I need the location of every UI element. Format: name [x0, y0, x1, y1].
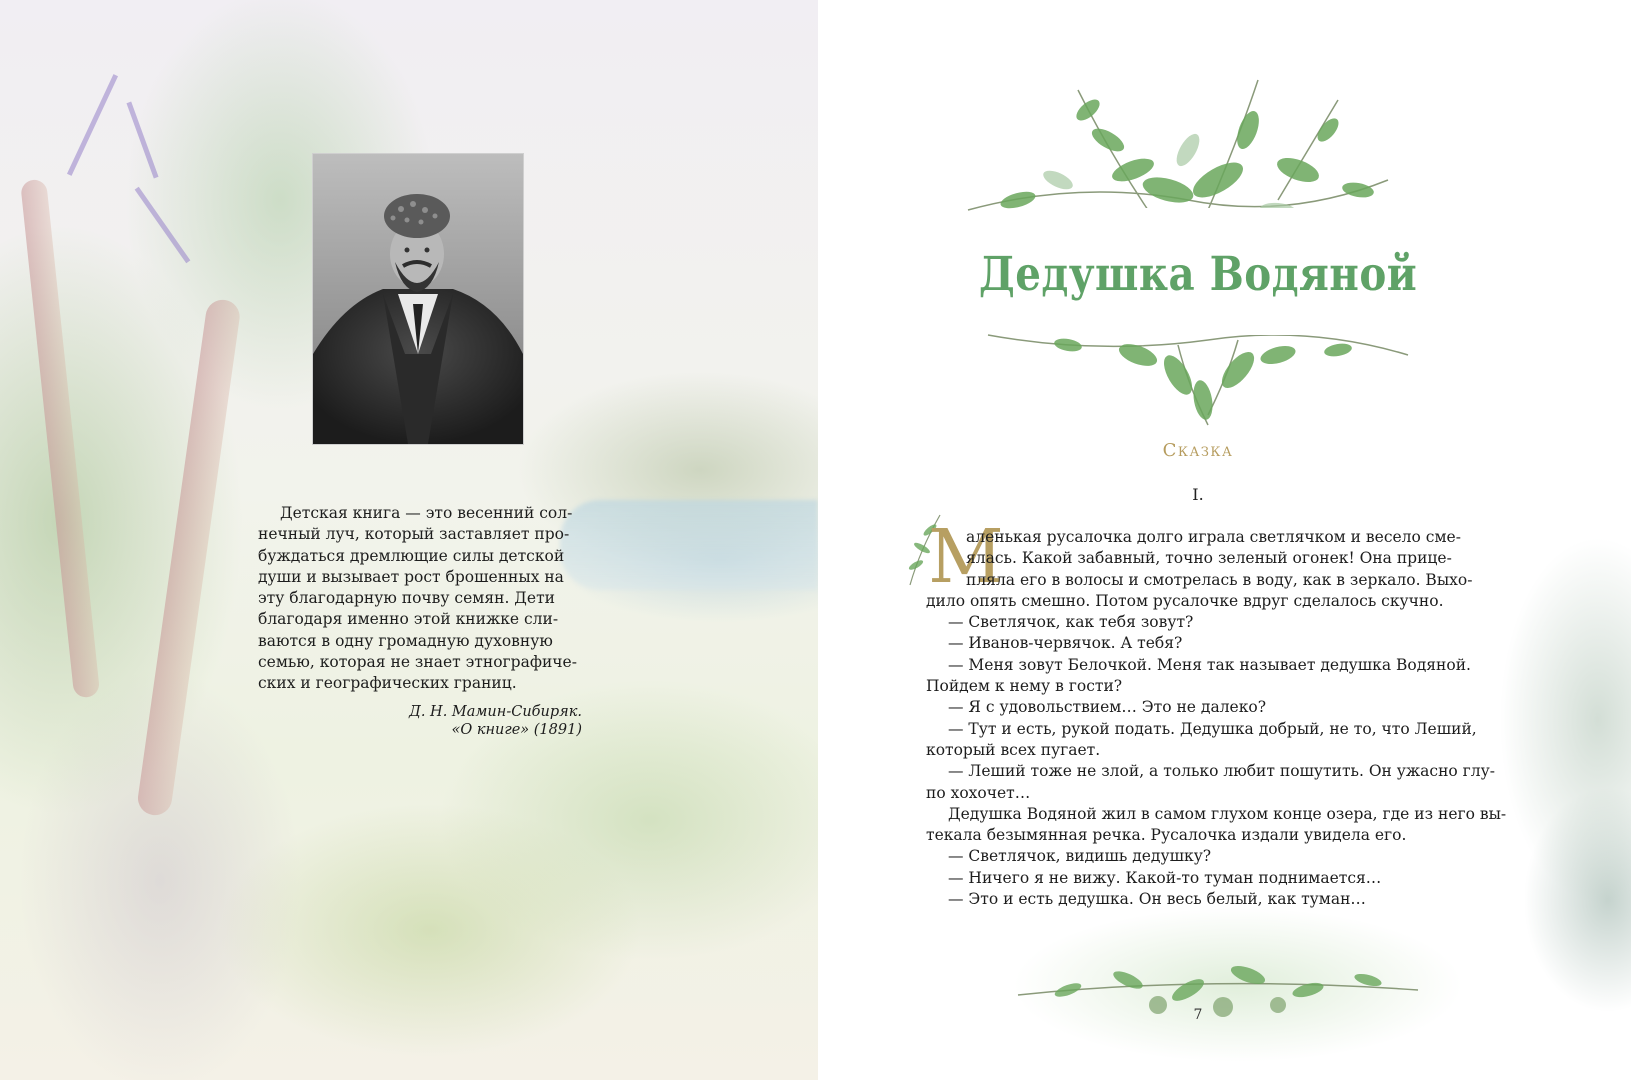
text-line: — Леший тоже не злой, а только любит пошутить. Он ужасно глу-: [948, 762, 1496, 781]
quote-line: ваются в одну громадную духовную: [258, 631, 553, 650]
quote-line: буждаться дремлющие силы детской: [258, 546, 565, 565]
text-line: — Меня зовут Белочкой. Меня так называет дедушка Водяной.: [948, 655, 1471, 674]
text-line: — Иванов-червячок. А тебя?: [948, 634, 1183, 653]
leaf-garland-top: [958, 70, 1398, 240]
quote-line: эту благодарную почву семян. Дети: [258, 589, 555, 608]
right-page: [818, 0, 1631, 1080]
text-line: — Тут и есть, рукой подать. Дедушка добрый, не то, что Леший,: [948, 719, 1477, 738]
text-line: — Светлячок, как тебя зовут?: [948, 613, 1194, 632]
text-line: — Ничего я не вижу. Какой-то туман поднимается…: [948, 868, 1382, 887]
text-line: дило опять смешно. Потом русалочке вдруг сделалось скучно.: [926, 591, 1444, 610]
text-line: который всех пугает.: [926, 740, 1101, 759]
text-line: Пойдем к нему в гости?: [926, 677, 1123, 696]
story-title: Дедушка Водяной: [978, 247, 1418, 302]
watercolor-branch: [67, 74, 118, 176]
watercolor-branch: [135, 187, 191, 264]
attribution-author: Д. Н. Мамин-Сибиряк.: [409, 704, 582, 720]
quote-line: благодаря именно этой книжке сли-: [258, 610, 559, 629]
story-subtitle: Сказка: [1162, 440, 1234, 461]
text-line: пляла его в волосы и смотрелась в воду, как в зеркало. Выхо-: [966, 570, 1473, 589]
page-number: 7: [1193, 1007, 1203, 1023]
quote-attribution: [409, 703, 582, 739]
quote-line: души и вызывает рост брошенных на: [258, 567, 564, 586]
quote-line: семью, которая не знает этнографиче-: [258, 653, 577, 672]
text-line: — Это и есть дедушка. Он весь белый, как туман…: [948, 890, 1366, 909]
quote-line: Детская книга — это весенний сол-: [280, 504, 573, 522]
text-line: — Светлячок, видишь дедушку?: [948, 847, 1212, 866]
attribution-source: «О книге» (1891): [451, 722, 582, 738]
text-line: Дедушка Водяной жил в самом глухом конце озера, где из него вы-: [948, 804, 1507, 823]
portrait-image: [313, 154, 523, 444]
leaf-garland-bottom: [978, 315, 1418, 435]
chapter-number: I.: [1192, 485, 1204, 504]
author-portrait: [312, 153, 524, 445]
text-line: — Я с удовольствием… Это не далеко?: [948, 698, 1267, 717]
epigraph-quote: [258, 503, 580, 695]
text-line: текала безымянная речка. Русалочка издали увидела его.: [926, 826, 1407, 845]
story-body: [926, 527, 1507, 910]
watercolor-branch: [126, 102, 158, 179]
text-line: ялась. Какой забавный, точно зеленый огонек! Она прице-: [966, 549, 1452, 568]
quote-line: нечный луч, который заставляет про-: [258, 525, 570, 544]
quote-line: ских и географических границ.: [258, 674, 517, 693]
watercolor-lake: [560, 500, 818, 590]
watercolor-tree-trunk: [20, 179, 100, 699]
text-line: по хохочет…: [926, 783, 1031, 802]
drop-cap: М: [928, 514, 1004, 600]
text-line: аленькая русалочка долго играла светлячком и весело сме-: [966, 528, 1461, 546]
watercolor-tree-trunk: [136, 298, 242, 818]
